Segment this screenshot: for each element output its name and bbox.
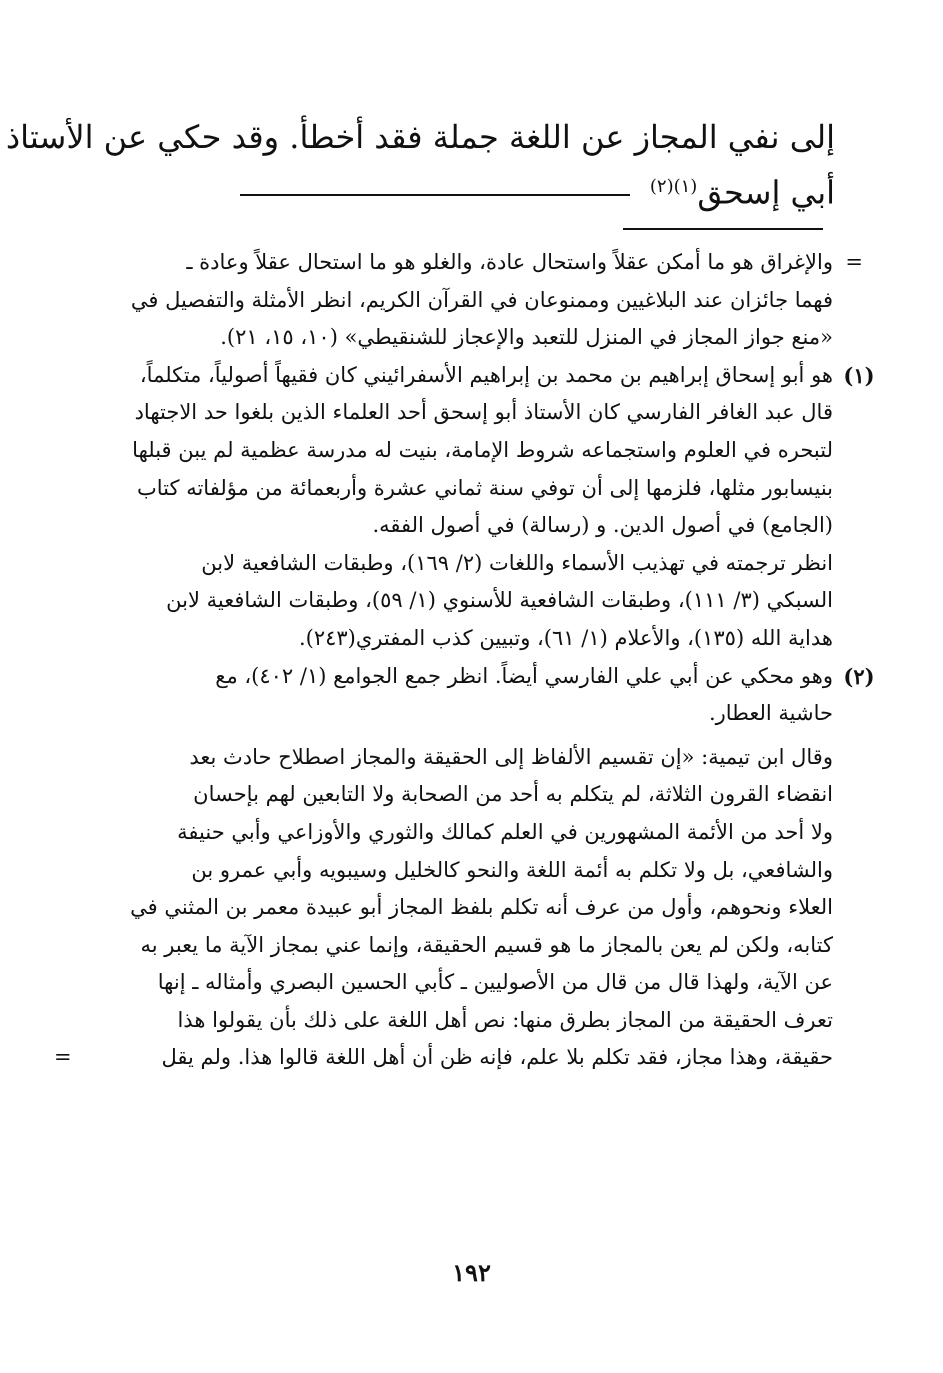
footnote-line: بنيسابور مثلها، فلزمها إلى أن توفي سنة ثماني عشرة وأربعمائة من مؤلفاته كتاب [137, 475, 833, 500]
footnote-line: «منع جواز المجاز في المنزل للتعبد والإعجاز للشنقيطي» (١٠، ١٥، ٢١). [220, 325, 833, 350]
main-rule [240, 194, 630, 196]
footnote-line: (الجامع) في أصول الدين. و (رسالة) في أصول الفقه. [372, 513, 833, 538]
main-line-2 [70, 162, 835, 218]
page-number: ١٩٢ [452, 1258, 491, 1287]
footnote-line: لتبحره في العلوم واستجماعه شروط الإمامة، بنيت له مدرسة عظمية لم يبن قبلها [132, 437, 833, 462]
footnote-2 [54, 658, 875, 1078]
footnote-line [54, 1039, 833, 1077]
footnote-line: والإغراق هو ما أمكن عقلاً واستحال عادة، والغلو هو ما استحال عقلاً وعادة ـ [186, 250, 833, 274]
footnote-line: عن الآية، ولهذا قال من قال من الأصوليين ـ كأبي الحسين البصري وأمثاله ـ إنها [157, 970, 833, 995]
continued-footnote [82, 244, 863, 357]
continuation-mark-end: = [54, 1045, 72, 1070]
footnote-line-text: حقيقة، وهذا مجاز، فقد تكلم بلا علم، فإنه ظن أن أهل اللغة قالوا هذا. ولم يقل [161, 1045, 833, 1070]
footnote-line: قال عبد الغافر الفارسي كان الأستاذ أبو إسحق أحد العلماء الذين بلغوا حد الاجتهاد [134, 400, 833, 425]
main-line-2-text: أبي إسحق [697, 173, 835, 212]
footnotes [54, 244, 875, 1077]
footnote-line: انظر ترجمته في تهذيب الأسماء واللغات (٢/ ١٦٩)، وطبقات الشافعية لابن [201, 550, 833, 575]
footnote-1 [82, 357, 875, 658]
footnote-line: هو أبو إسحاق إبراهيم بن محمد بن إبراهيم الأسفرائيني كان فقيهاً أصولياً، متكلماً، [139, 362, 833, 387]
continuation-mark: = [845, 250, 863, 274]
footnote-separator [623, 228, 823, 230]
footnote-line: وقال ابن تيمية: «إن تقسيم الألفاظ إلى الحقيقة والمجاز اصطلاح حادث بعد [189, 744, 833, 769]
footnote-line: وهو محكي عن أبي علي الفارسي أيضاً. انظر جمع الجوامع (١/ ٤٠٢)، مع [215, 663, 833, 688]
footnote-line: العلاء ونحوهم، وأول من عرف أنه تكلم بلفظ المجاز أبو عبيدة معمر بن المثني في [130, 895, 833, 920]
footnote-line: فهما جائزان عند البلاغيين وممنوعان في القرآن الكريم، انظر الأمثلة والتفصيل في [130, 287, 833, 312]
footnote-line: السبكي (٣/ ١١١)، وطبقات الشافعية للأسنوي (١/ ٥٩)، وطبقات الشافعية لابن [166, 588, 833, 613]
footnote-line: كتابه، ولكن لم يعن بالمجاز ما هو قسيم الحقيقة، وإنما عني بمجاز الآية ما يعبر به [140, 932, 833, 957]
footnote-line: والشافعي، بل ولا تكلم به أئمة اللغة والنحو كالخليل وسيبويه وأبي عمرو بن [191, 857, 833, 882]
main-line-1: إلى نفي المجاز عن اللغة جملة فقد أخطأ. وقد حكي عن الأستاذ [5, 118, 835, 156]
footnote-line: ولا أحد من الأئمة المشهورين في العلم كمالك والثوري والأوزاعي وأبي حنيفة [177, 819, 833, 844]
footnote-line: حاشية العطار. [708, 701, 833, 726]
main-text [5, 112, 835, 218]
footnote-number: (٢) [843, 663, 875, 689]
footnote-number: (١) [843, 362, 875, 388]
footnote-refs: (١)(٢) [649, 176, 698, 197]
footnote-line: انقضاء القرون الثلاثة، لم يتكلم به أحد من الصحابة ولا التابعين لهم بإحسان [193, 782, 833, 807]
footnote-line: تعرف الحقيقة من المجاز بطرق منها: نص أهل اللغة على ذلك بأن يقولوا هذا [177, 1007, 833, 1032]
footnote-line: هداية الله (١٣٥)، والأعلام (١/ ٦١)، وتبيين كذب المفتري(٢٤٣). [298, 625, 833, 650]
